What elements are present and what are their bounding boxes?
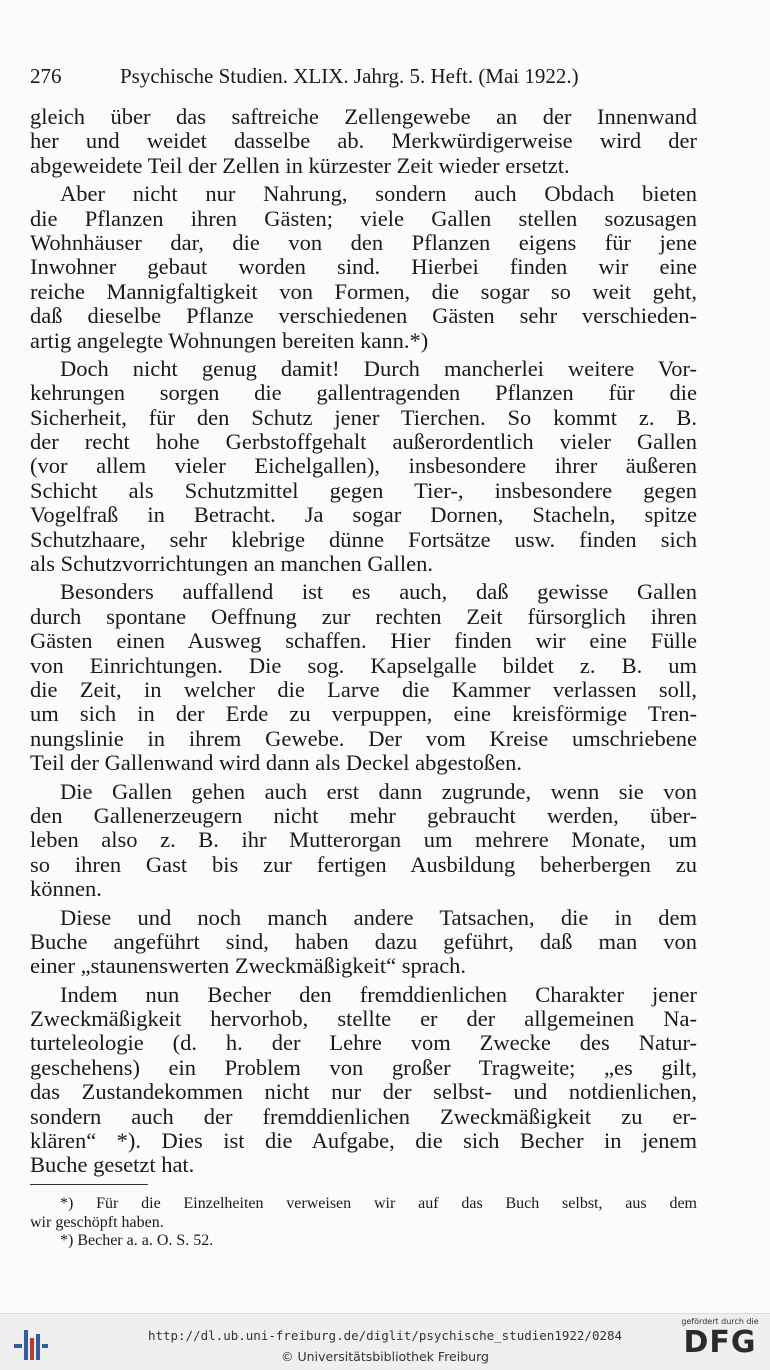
paragraph-1 [30, 105, 697, 178]
paragraph-2 [30, 182, 697, 353]
text-line: Aber nicht nur Nahrung, sondern auch Obdach bieten [60, 182, 697, 207]
text-line: kehrungen sorgen die gallentragenden Pflanzen für die [30, 381, 697, 406]
viewer-footer [0, 1313, 770, 1370]
body-text [30, 105, 697, 1182]
text-line: abgeweidete Teil der Zellen in kürzester Zeit wieder ersetzt. [30, 153, 570, 178]
footnote-2: *) Becher a. a. O. S. 52. [60, 1232, 214, 1249]
paragraph-6 [30, 906, 697, 979]
text-line: gleich über das saftreiche Zellengewebe an der Innenwand [30, 105, 697, 129]
text-line: Inwohner gebaut worden sind. Hierbei finden wir eine [30, 255, 697, 280]
text-line: die Pflanzen ihren Gästen; viele Gallen stellen sozusagen [30, 206, 697, 231]
running-title: Psychische Studien. XLIX. Jahrg. 5. Heft. (Mai 1922.) [120, 64, 579, 88]
footnotes [30, 1184, 697, 1251]
text-line: durch spontane Oeffnung zur rechten Zeit fürsorglich ihren [30, 604, 697, 629]
text-line: artig angelegte Wohnungen bereiten kann.*) [30, 328, 429, 353]
text-line: Indem nun Becher den fremddienlichen Charakter jener [60, 982, 697, 1007]
text-line: um sich in der Erde zu verpuppen, eine kreisförmige Tren- [30, 702, 697, 727]
dfg-logo: DFG [683, 1325, 757, 1360]
footnote-1-continued: wir geschöpft haben. [30, 1213, 164, 1231]
text-line: Gästen einen Ausweg schaffen. Hier finden wir eine Fülle [30, 629, 697, 654]
text-line: nungslinie in ihrem Gewebe. Der vom Kreise umschriebene [30, 726, 697, 751]
text-line: (vor allem vieler Eichelgallen), insbesondere ihrer äußeren [30, 454, 697, 479]
text-line: als Schutzvorrichtungen an manchen Gallen. [30, 552, 433, 577]
text-line: die Zeit, in welcher die Larve die Kammer verlassen soll, [30, 677, 697, 702]
paragraph-3 [30, 357, 697, 577]
permalink-url[interactable]: http://dl.ub.uni-freiburg.de/diglit/psychische_studien1922/0284 [147, 1328, 623, 1343]
dfg-funding-badge [676, 1317, 764, 1369]
text-line: daß dieselbe Pflanze verschiedenen Gästen sehr verschieden- [30, 304, 697, 329]
text-line: geschehens) ein Problem von großer Tragweite; „es gilt, [30, 1055, 697, 1080]
text-line: Schicht als Schutzmittel gegen Tier-, insbesondere gegen [30, 478, 697, 503]
text-line: Buche gesetzt hat. [30, 1153, 195, 1178]
dfg-caption: gefördert durch die [681, 1317, 759, 1326]
text-line: Teil der Gallenwand wird dann als Deckel abgestoßen. [30, 751, 523, 776]
paragraph-5 [30, 780, 697, 902]
text-line: Diese und noch manch andere Tatsachen, die in dem [60, 905, 697, 930]
footnote-1: *) Für die Einzelheiten verweisen wir auf das Buch selbst, aus dem [60, 1195, 697, 1212]
text-line: sondern auch der fremddienlichen Zweckmäßigkeit zu er- [30, 1104, 697, 1129]
text-line: Vogelfraß in Betracht. Ja sogar Dornen, Stacheln, spitze [30, 503, 697, 528]
paragraph-4 [30, 580, 697, 775]
text-line: Besonders auffallend ist es auch, daß gewisse Gallen [60, 580, 697, 605]
text-line: Die Gallen gehen auch erst dann zugrunde, wenn sie von [60, 779, 697, 804]
page-number: 276 [30, 64, 62, 88]
text-line: den Gallenerzeugern nicht mehr gebraucht werden, über- [30, 803, 697, 828]
copyright-notice: © Universitätsbibliothek Freiburg [281, 1349, 489, 1364]
text-line: einer „staunenswerten Zweckmäßigkeit“ sprach. [30, 954, 467, 979]
footnote-rule [30, 1184, 148, 1185]
text-line: leben also z. B. ihr Mutterorgan um mehrere Monate, um [30, 828, 697, 853]
text-line: turteleologie (d. h. der Lehre vom Zwecke des Natur- [30, 1031, 697, 1056]
text-line: klären“ *). Dies ist die Aufgabe, die sich Becher in jenem [30, 1129, 697, 1154]
paragraph-7 [30, 983, 697, 1178]
text-line: so ihren Gast bis zur fertigen Ausbildung beherbergen zu [30, 852, 697, 877]
text-line: das Zustandekommen nicht nur der selbst- und notdienlichen, [30, 1080, 697, 1105]
text-line: Doch nicht genug damit! Durch mancherlei weitere Vor- [60, 356, 697, 381]
text-line: Zweckmäßigkeit hervorhob, stellte er der allgemeinen Na- [30, 1007, 697, 1032]
text-line: der recht hohe Gerbstoffgehalt außerordentlich vieler Gallen [30, 430, 697, 455]
text-line: Sicherheit, für den Schutz jener Tierchen. So kommt z. B. [30, 405, 697, 430]
text-line: her und weidet dasselbe ab. Merkwürdigerweise wird der [30, 129, 697, 154]
text-line: von Einrichtungen. Die sog. Kapselgalle bildet z. B. um [30, 653, 697, 678]
text-line: reiche Mannigfaltigkeit von Formen, die sogar so weit geht, [30, 279, 697, 304]
text-line: Wohnhäuser dar, die von den Pflanzen eigens für jene [30, 230, 697, 255]
text-line: können. [30, 877, 102, 902]
text-line: Schutzhaare, sehr klebrige dünne Fortsätze usw. finden sich [30, 527, 697, 552]
text-line: Buche angeführt sind, haben dazu geführt, daß man von [30, 929, 697, 954]
